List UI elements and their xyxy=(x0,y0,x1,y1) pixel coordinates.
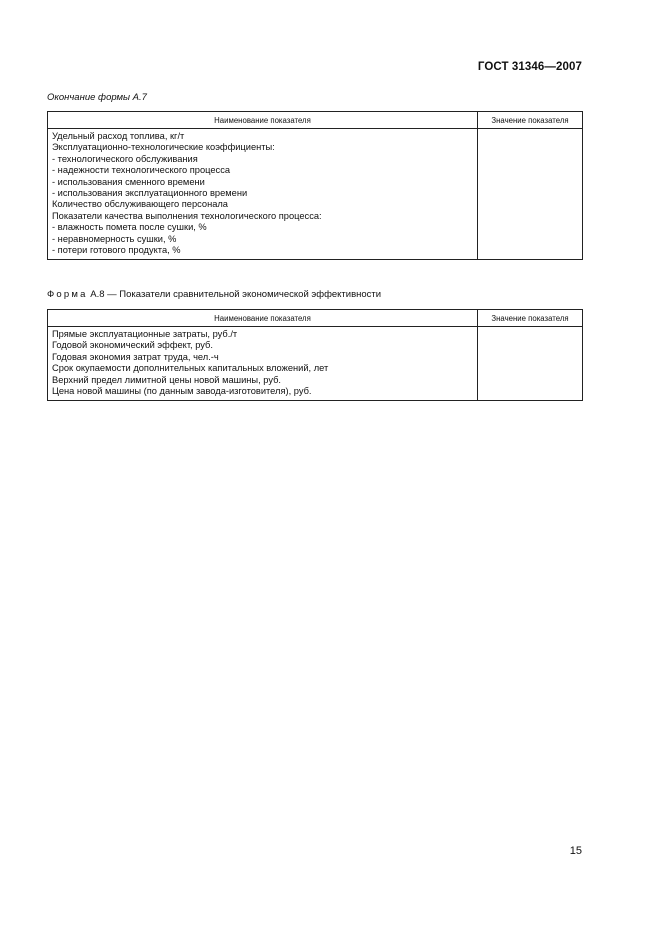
form-a8-caption-word: Форма xyxy=(47,289,88,300)
indicator-line: - потери готового продукта, % xyxy=(52,245,181,256)
indicator-line: - использования сменного времени xyxy=(52,176,205,187)
page-number: 15 xyxy=(569,845,582,857)
indicator-line: Цена новой машины (по данным завода-изготовителя), руб. xyxy=(52,386,312,397)
form-a8-table xyxy=(47,309,583,401)
indicator-value-cell xyxy=(478,327,583,401)
indicator-line: Годовая экономия затрат труда, чел.-ч xyxy=(52,351,219,362)
table-body-row xyxy=(48,129,583,260)
indicator-line: Прямые эксплуатационные затраты, руб./т xyxy=(52,329,238,339)
indicator-line: - влажность помета после сушки, % xyxy=(52,222,207,233)
form-a7-caption: Окончание формы А.7 xyxy=(47,92,147,103)
indicator-names-cell xyxy=(48,327,478,401)
indicator-line: - технологического обслуживания xyxy=(52,153,198,164)
indicator-line: Удельный расход топлива, кг/т xyxy=(52,131,185,141)
table-body-row xyxy=(48,327,583,401)
indicator-line: Срок окупаемости дополнительных капитальных вложений, лет xyxy=(52,363,329,374)
indicator-line: - надежности технологического процесса xyxy=(52,165,231,176)
indicator-line: - использования эксплуатационного времени xyxy=(52,188,248,199)
table-header-row xyxy=(48,112,583,129)
indicator-line: Годовой экономический эффект, руб. xyxy=(52,340,213,351)
indicator-line: Эксплуатационно-технологические коэффициенты: xyxy=(52,142,275,153)
indicator-value-cell xyxy=(478,129,583,260)
column-header-value: Значение показателя xyxy=(478,112,583,129)
standard-header: ГОСТ 31346—2007 xyxy=(477,61,582,73)
form-a8-caption xyxy=(47,289,381,300)
indicator-line: Количество обслуживающего персонала xyxy=(52,199,228,210)
indicator-line: - неравномерность сушки, % xyxy=(52,233,177,244)
indicator-names-cell xyxy=(48,129,478,260)
column-header-name: Наименование показателя xyxy=(48,310,478,327)
indicator-line: Верхний предел лимитной цены новой машины, руб. xyxy=(52,374,281,385)
column-header-name: Наименование показателя xyxy=(48,112,478,129)
column-header-value: Значение показателя xyxy=(478,310,583,327)
indicator-line: Показатели качества выполнения технологического процесса: xyxy=(52,210,322,221)
table-header-row xyxy=(48,310,583,327)
form-a8-caption-title: А.8 — Показатели сравнительной экономической эффективности xyxy=(87,289,382,300)
form-a7-table xyxy=(47,111,583,260)
